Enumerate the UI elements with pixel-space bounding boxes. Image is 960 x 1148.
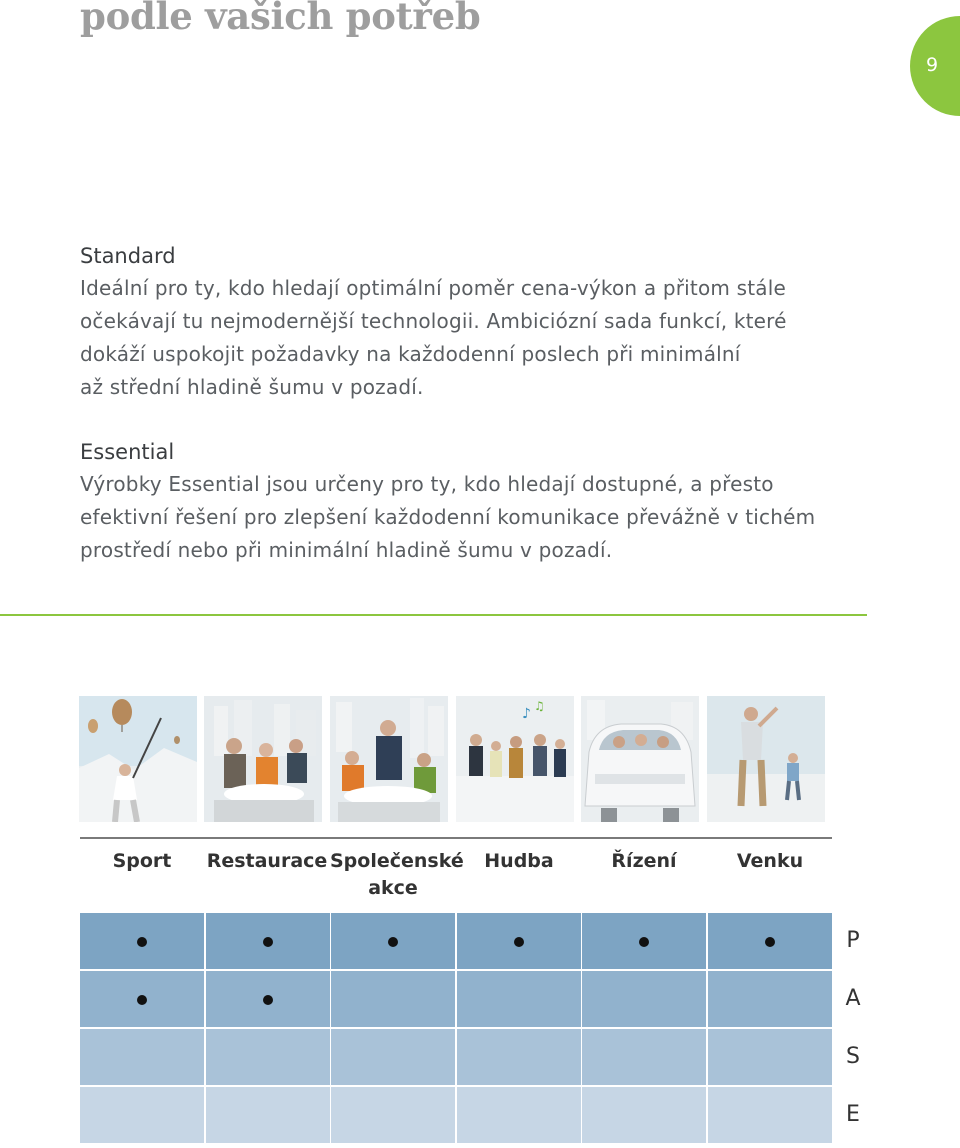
standard-line: Ideální pro ty, kdo hledají optimální poměr cena-výkon a přitom stále <box>80 276 787 300</box>
section-divider <box>0 614 867 616</box>
page-number: 9 <box>926 54 939 76</box>
column-label-venku: Venku <box>736 850 804 872</box>
suitability-dot <box>765 937 775 947</box>
grid-cell <box>457 971 581 1027</box>
standard-line: očekávají tu nejmodernější technologii. Ambiciózní sada funkcí, které <box>80 309 787 333</box>
grid-cell <box>206 1087 330 1143</box>
column-label-sport: Sport <box>112 850 172 872</box>
essential-line: efektivní řešení pro zlepšení každodenní komunikace převážně v tichém <box>80 505 816 529</box>
column-label-restaurace: Restaurace <box>206 850 328 872</box>
grid-cell <box>80 1029 204 1085</box>
grid-cell <box>331 971 455 1027</box>
essential-heading: Essential <box>80 440 175 464</box>
photo-rizeni <box>581 696 699 822</box>
suitability-dot <box>137 937 147 947</box>
grid-cell <box>331 1029 455 1085</box>
grid-cell <box>206 971 330 1027</box>
suitability-dot <box>388 937 398 947</box>
photo-hudba <box>456 696 574 822</box>
row-letter: A <box>834 971 872 1027</box>
svg-text:♪: ♪ <box>522 706 531 722</box>
standard-heading: Standard <box>80 244 176 268</box>
suitability-dot <box>263 937 273 947</box>
column-label-spolecenske-akce: Společenské akce <box>330 850 464 899</box>
photo-restaurace <box>204 696 322 822</box>
row-letter: E <box>834 1087 872 1143</box>
grid-cell <box>331 913 455 969</box>
column-label-rizeni: Řízení <box>611 850 677 872</box>
row-letter: S <box>834 1029 872 1085</box>
standard-section <box>80 240 840 404</box>
photo-spolecenske-akce <box>330 696 448 822</box>
suitability-dot <box>514 937 524 947</box>
grid-cell <box>708 913 832 969</box>
grid-cell <box>708 1029 832 1085</box>
grid-cell <box>582 1087 706 1143</box>
suitability-dot <box>137 995 147 1005</box>
grid-cell <box>80 1087 204 1143</box>
svg-text:♫: ♫ <box>534 699 545 713</box>
photo-venku <box>707 696 825 822</box>
suitability-dot <box>263 995 273 1005</box>
essential-line: Výrobky Essential jsou určeny pro ty, kdo hledají dostupné, a přesto <box>80 472 774 496</box>
standard-line: až střední hladině šumu v pozadí. <box>80 375 424 399</box>
grid-cell <box>708 971 832 1027</box>
grid-cell <box>206 1029 330 1085</box>
grid-cell <box>582 971 706 1027</box>
essential-line: prostředí nebo při minimální hladině šumu v pozadí. <box>80 538 613 562</box>
label-rule <box>80 837 832 839</box>
grid-cell <box>582 1029 706 1085</box>
grid-cell <box>80 913 204 969</box>
suitability-dot <box>639 937 649 947</box>
column-label-hudba: Hudba <box>484 850 554 872</box>
grid-cell <box>331 1087 455 1143</box>
grid-cell <box>457 1029 581 1085</box>
grid-cell <box>708 1087 832 1143</box>
standard-line: dokáží uspokojit požadavky na každodenní poslech při minimální <box>80 342 741 366</box>
page-title: podle vašich potřeb <box>80 0 481 38</box>
grid-cell <box>582 913 706 969</box>
grid-cell <box>206 913 330 969</box>
grid-cell <box>457 913 581 969</box>
grid-cell <box>457 1087 581 1143</box>
essential-section <box>80 436 840 567</box>
grid-cell <box>80 971 204 1027</box>
photo-sport <box>79 696 197 822</box>
row-letter: P <box>834 913 872 969</box>
